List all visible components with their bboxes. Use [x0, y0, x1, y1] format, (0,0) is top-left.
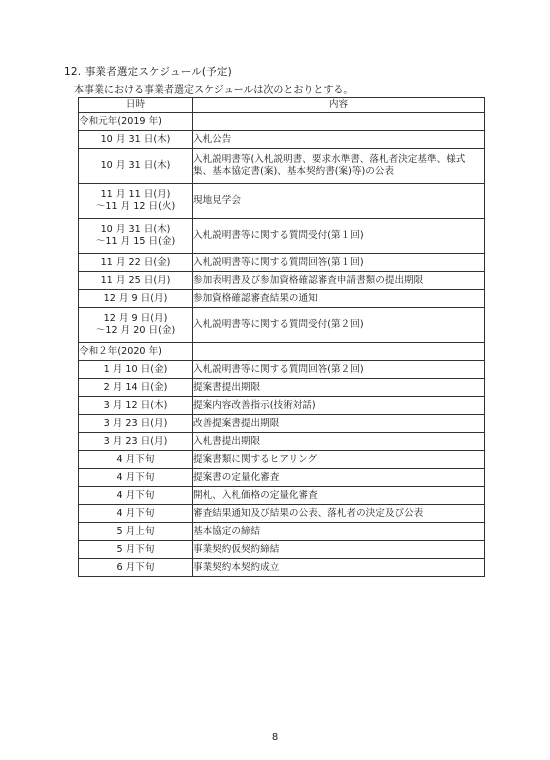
date-cell [79, 131, 193, 149]
date-cell [79, 379, 193, 397]
date-cell [79, 415, 193, 433]
content-cell: 事業契約仮契約締結 [193, 541, 485, 559]
date-cell [79, 272, 193, 290]
year-label: 令和元年(2019 年) [79, 113, 193, 131]
table-row [79, 523, 485, 541]
date-text: 12 月 9 日(月) [103, 292, 168, 304]
content-cell: 提案書類に関するヒアリング [193, 451, 485, 469]
content-cell: 参加表明書及び参加資格確認審査申請書類の提出期限 [193, 272, 485, 290]
date-cell [79, 219, 193, 254]
table-row [79, 219, 485, 254]
date-cell [79, 469, 193, 487]
table-row [79, 272, 485, 290]
table-row [79, 505, 485, 523]
date-text: 1 月 10 日(金) [103, 363, 168, 375]
date-cell [79, 487, 193, 505]
date-cell [79, 361, 193, 379]
date-text: 5 月下旬 [116, 543, 155, 555]
content-cell: 入札説明書等(入札説明書、要求水準書、落札者決定基準、様式集、基本協定書(案)、基本契約書(案)等)の公表 [193, 149, 485, 184]
date-text: ～11 月 12 日(火) [95, 201, 176, 212]
date-cell [79, 523, 193, 541]
content-cell: 入札説明書等に関する質問受付(第２回) [193, 308, 485, 343]
table-row [79, 415, 485, 433]
content-cell: 基本協定の締結 [193, 523, 485, 541]
intro-text: 本事業における事業者選定スケジュールは次のとおりとする。 [74, 85, 354, 96]
year-row [79, 113, 485, 131]
date-text: 4 月下旬 [116, 507, 155, 519]
date-text: 10 月 31 日(木) [100, 160, 171, 171]
year-label: 令和２年(2020 年) [79, 343, 193, 361]
date-text: 5 月上旬 [116, 525, 155, 537]
schedule-body [79, 113, 485, 577]
date-cell [79, 505, 193, 523]
header-date: 日時 [79, 98, 193, 113]
table-row [79, 379, 485, 397]
table-row [79, 487, 485, 505]
table-row [79, 290, 485, 308]
table-row [79, 184, 485, 219]
date-cell [79, 451, 193, 469]
date-text: 11 月 22 日(金) [100, 256, 171, 268]
date-text: 10 月 31 日(木) [100, 133, 171, 145]
date-cell [79, 149, 193, 184]
date-text: 3 月 23 日(月) [103, 417, 168, 429]
date-cell [79, 397, 193, 415]
content-cell: 審査結果通知及び結果の公表、落札者の決定及び公表 [193, 505, 485, 523]
date-cell [79, 254, 193, 272]
content-cell: 事業契約本契約成立 [193, 559, 485, 577]
date-text: 3 月 12 日(木) [103, 399, 168, 411]
table-row [79, 541, 485, 559]
date-text: 12 月 9 日(月) [103, 313, 168, 324]
schedule-table [78, 97, 485, 577]
content-cell: 現地見学会 [193, 184, 485, 219]
content-cell: 開札、入札価格の定量化審査 [193, 487, 485, 505]
date-text: 11 月 25 日(月) [100, 274, 171, 286]
date-cell [79, 541, 193, 559]
content-cell: 入札公告 [193, 131, 485, 149]
date-text: 11 月 11 日(月) [100, 189, 171, 200]
table-row [79, 559, 485, 577]
date-cell [79, 559, 193, 577]
table-row [79, 308, 485, 343]
content-cell: 提案内容改善指示(技術対話) [193, 397, 485, 415]
content-cell: 入札書提出期限 [193, 433, 485, 451]
date-text: ～12 月 20 日(金) [95, 325, 176, 336]
content-cell: 参加資格確認審査結果の通知 [193, 290, 485, 308]
year-blank-cell [193, 343, 485, 361]
date-text: 4 月下旬 [116, 489, 155, 501]
table-row [79, 149, 485, 184]
content-cell: 提案書提出期限 [193, 379, 485, 397]
table-row [79, 433, 485, 451]
section-title: 12. 事業者選定スケジュール(予定) [64, 66, 232, 78]
date-text: 4 月下旬 [116, 453, 155, 465]
content-cell: 入札説明書等に関する質問回答(第１回) [193, 254, 485, 272]
date-cell [79, 308, 193, 343]
table-row [79, 361, 485, 379]
content-cell: 提案書の定量化審査 [193, 469, 485, 487]
date-cell [79, 184, 193, 219]
header-content: 内容 [193, 98, 485, 113]
year-blank-cell [193, 113, 485, 131]
table-row [79, 469, 485, 487]
table-row [79, 397, 485, 415]
content-cell: 改善提案書提出期限 [193, 415, 485, 433]
table-header-row [79, 98, 485, 113]
content-cell: 入札説明書等に関する質問回答(第２回) [193, 361, 485, 379]
content-cell: 入札説明書等に関する質問受付(第１回) [193, 219, 485, 254]
date-cell [79, 433, 193, 451]
table-row [79, 451, 485, 469]
date-text: 2 月 14 日(金) [103, 381, 168, 393]
table-row [79, 254, 485, 272]
date-text: 10 月 31 日(木) [100, 224, 171, 235]
date-text: 3 月 23 日(月) [103, 435, 168, 447]
date-text: 4 月下旬 [116, 471, 155, 483]
year-row [79, 343, 485, 361]
date-cell [79, 290, 193, 308]
date-text: ～11 月 15 日(金) [95, 236, 176, 247]
date-text: 6 月下旬 [116, 561, 155, 573]
table-row [79, 131, 485, 149]
page-number: 8 [271, 732, 279, 743]
